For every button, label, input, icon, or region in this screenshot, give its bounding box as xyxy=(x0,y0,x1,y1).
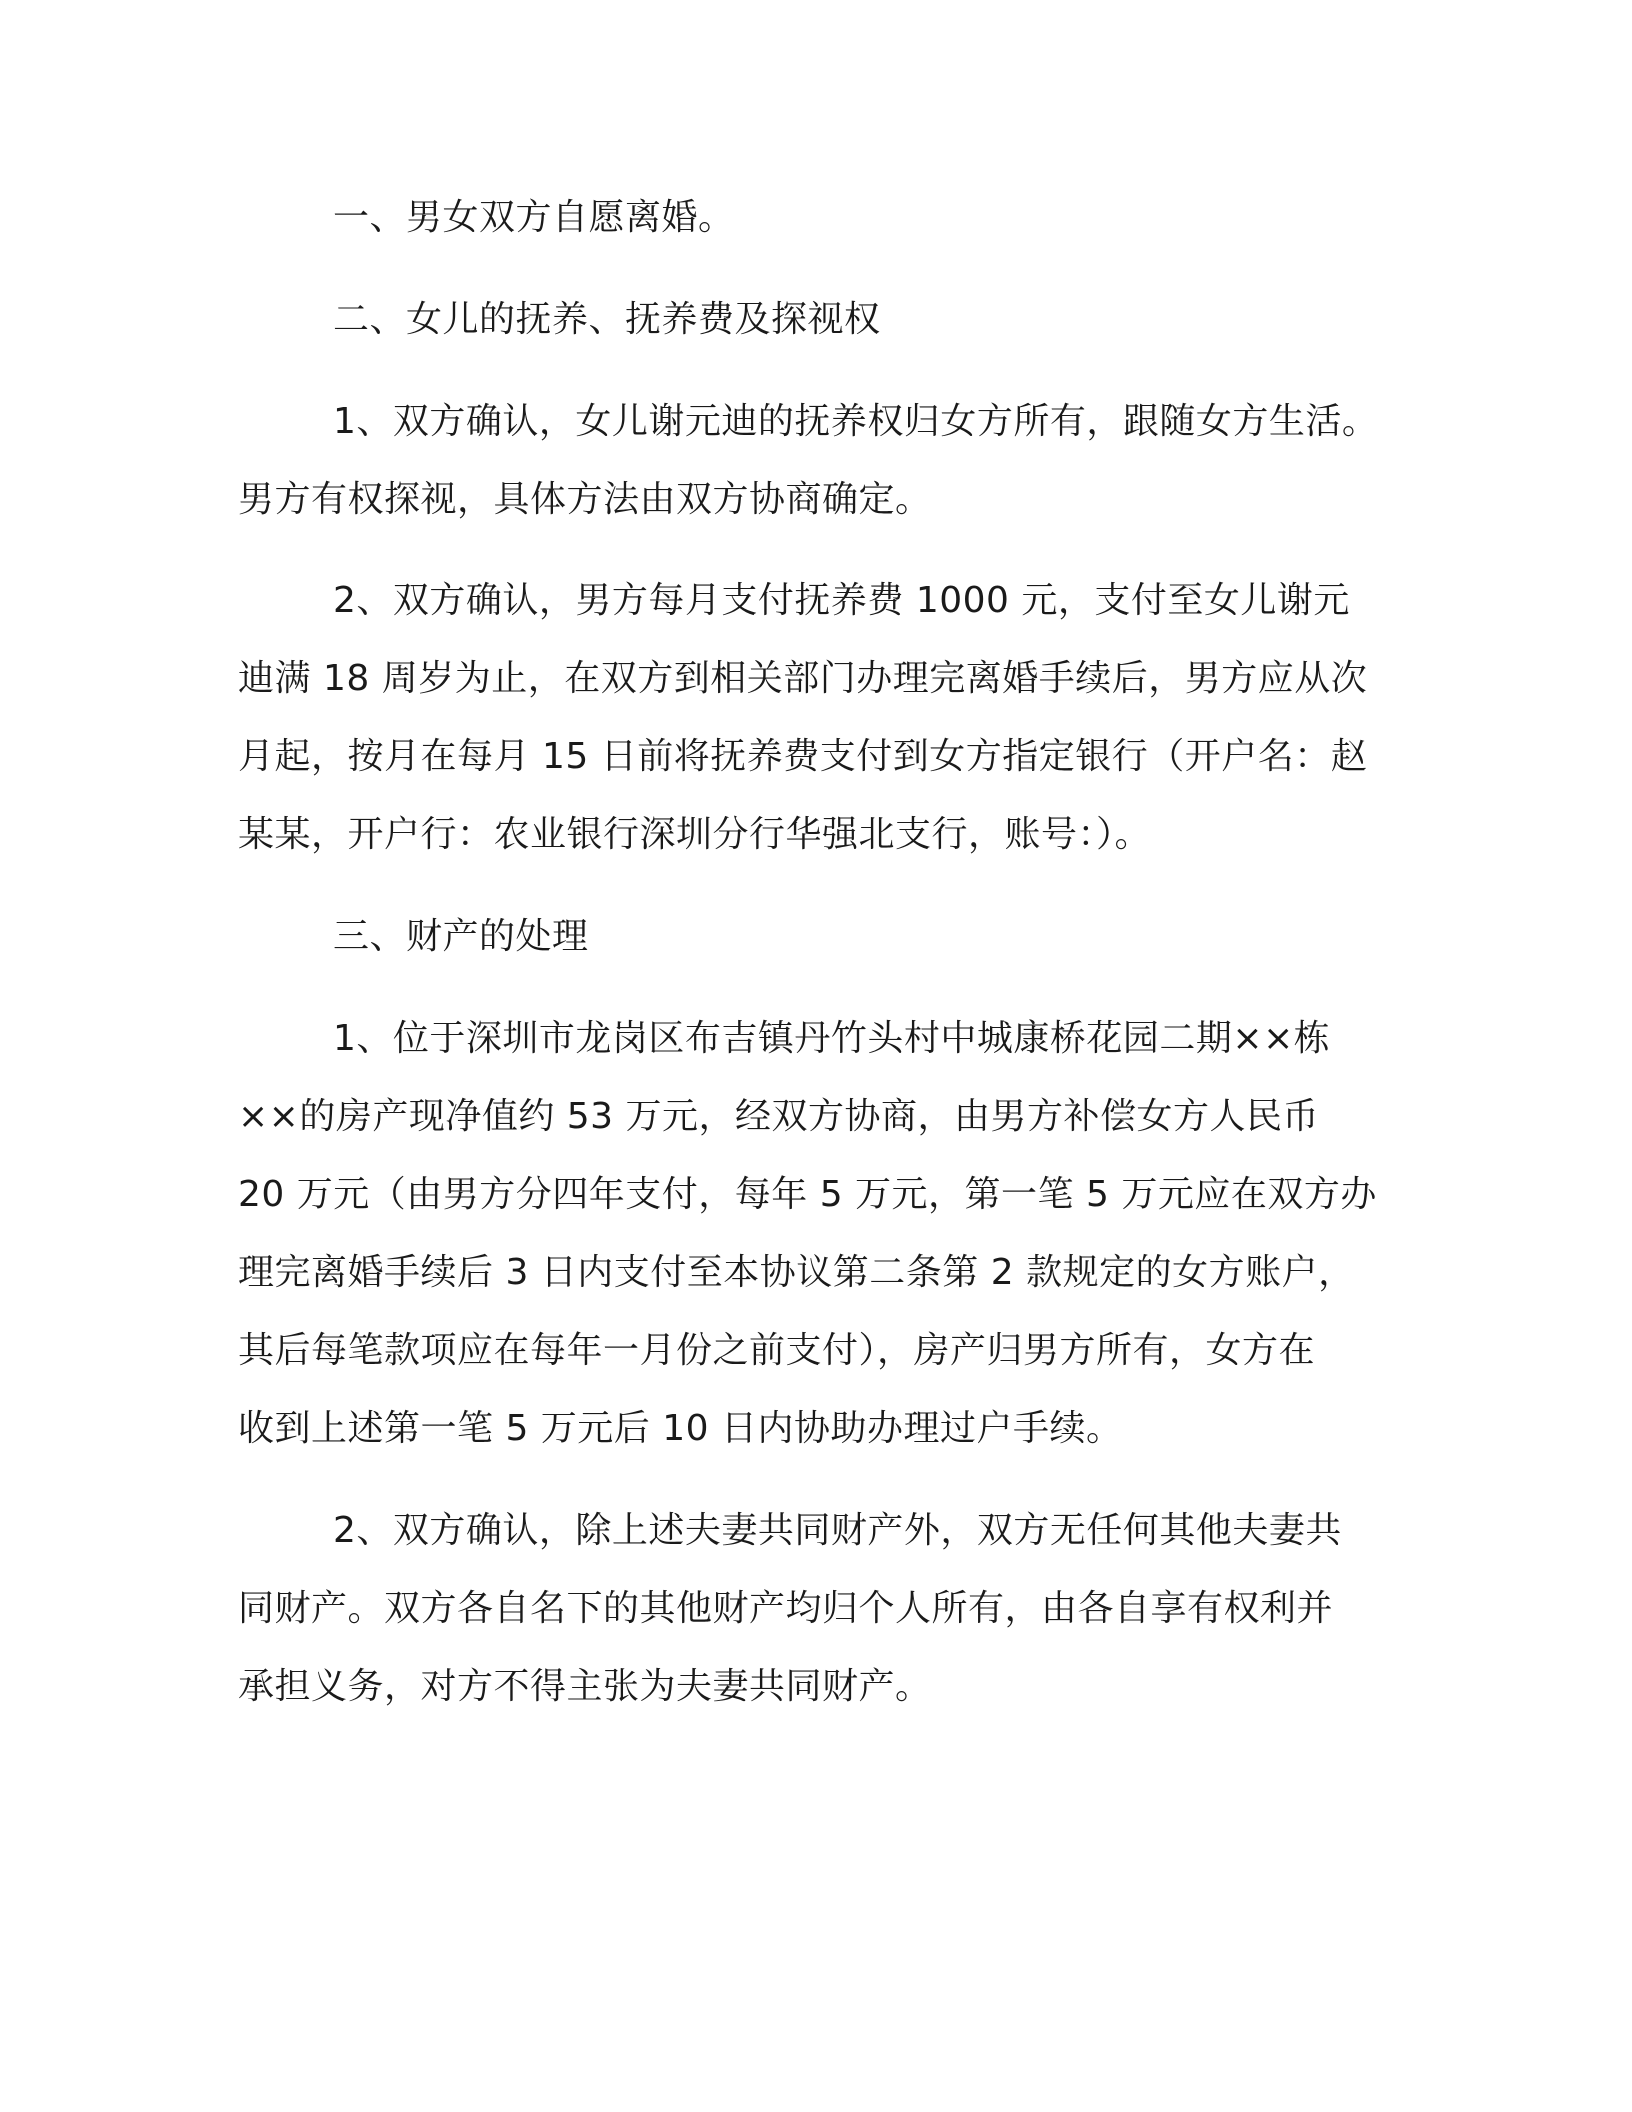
section-heading-2: 二、女儿的抚养、抚养费及探视权 xyxy=(333,299,881,340)
paragraph-line: 1、双方确认，女儿谢元迪的抚养权归女方所有，跟随女方生活。 xyxy=(333,401,1379,442)
paragraph-line: 2、双方确认，男方每月支付抚养费 1000 元，支付至女儿谢元 xyxy=(333,580,1350,621)
paragraph-line: 迪满 18 周岁为止，在双方到相关部门办理完离婚手续后，男方应从次 xyxy=(238,658,1368,699)
paragraph-line: 承担义务，对方不得主张为夫妻共同财产。 xyxy=(238,1666,932,1707)
paragraph-line: 其后每笔款项应在每年一月份之前支付），房产归男方所有，女方在 xyxy=(238,1330,1316,1371)
paragraph-line: 20 万元（由男方分四年支付，每年 5 万元，第一笔 5 万元应在双方办 xyxy=(238,1174,1377,1215)
paragraph-line: 男方有权探视，具体方法由双方协商确定。 xyxy=(238,479,932,520)
paragraph-line: 月起，按月在每月 15 日前将抚养费支付到女方指定银行（开户名：赵 xyxy=(238,736,1368,777)
paragraph-line: 收到上述第一笔 5 万元后 10 日内协助办理过户手续。 xyxy=(238,1408,1123,1449)
paragraph-line: 同财产。双方各自名下的其他财产均归个人所有，由各自享有权利并 xyxy=(238,1588,1334,1629)
section-heading-3: 三、财产的处理 xyxy=(333,916,589,957)
paragraph-line: 2、双方确认，除上述夫妻共同财产外，双方无任何其他夫妻共 xyxy=(333,1510,1342,1551)
section-heading-1: 一、男女双方自愿离婚。 xyxy=(333,197,735,238)
paragraph-line: ××的房产现净值约 53 万元，经双方协商，由男方补偿女方人民币 xyxy=(238,1096,1320,1137)
paragraph-line: 某某，开户行：农业银行深圳分行华强北支行，账号：）。 xyxy=(238,814,1152,855)
paragraph-line: 理完离婚手续后 3 日内支付至本协议第二条第 2 款规定的女方账户， xyxy=(238,1252,1355,1293)
paragraph-line: 1、位于深圳市龙岗区布吉镇丹竹头村中城康桥花园二期××栋 xyxy=(333,1018,1331,1059)
